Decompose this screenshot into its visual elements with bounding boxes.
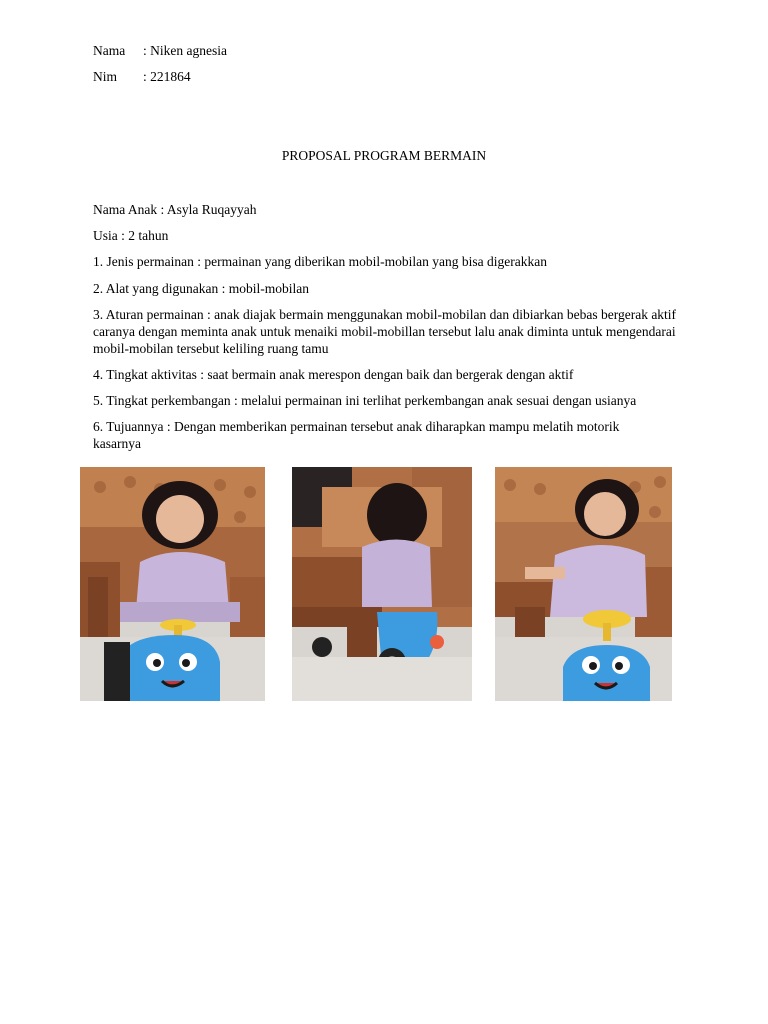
- item-rules: 3. Aturan permainan : anak diajak bermain menggunakan mobil-mobilan dan dibiarkan bebas bergerak aktif caranya dengan meminta anak untuk menaiki mobil-mobillan tersebut lalu anak diminta untuk mengendarai mobil-mobilan tersebut keliling ruang tamu: [93, 307, 677, 356]
- nim-value: : 221864: [143, 69, 191, 84]
- name-value: : Niken agnesia: [143, 43, 227, 58]
- photo-child-on-toy-car-1: [80, 467, 265, 701]
- photo-child-on-toy-car-2: [292, 467, 472, 701]
- child-age: Usia : 2 tahun: [93, 228, 169, 243]
- student-nim-row: [93, 69, 191, 85]
- name-label: Nama: [93, 43, 126, 58]
- child-name: Nama Anak : Asyla Ruqayyah: [93, 202, 257, 217]
- item-game-type: 1. Jenis permainan : permainan yang diberikan mobil-mobilan yang bisa digerakkan: [93, 254, 547, 269]
- document-title: PROPOSAL PROGRAM BERMAIN: [281, 148, 487, 163]
- photo-child-on-toy-car-3: [495, 467, 672, 701]
- nim-label: Nim: [93, 69, 118, 84]
- item-activity-level: 4. Tingkat aktivitas : saat bermain anak merespon dengan baik dan bergerak dengan aktif: [93, 367, 574, 382]
- item-tools: 2. Alat yang digunakan : mobil-mobilan: [93, 281, 309, 296]
- student-name-row: [93, 43, 227, 59]
- item-purpose: 6. Tujuannya : Dengan memberikan permainan tersebut anak diharapkan mampu melatih motorik kasarnya: [93, 419, 620, 451]
- item-development-level: 5. Tingkat perkembangan : melalui permainan ini terlihat perkembangan anak sesuai dengan usianya: [93, 393, 637, 408]
